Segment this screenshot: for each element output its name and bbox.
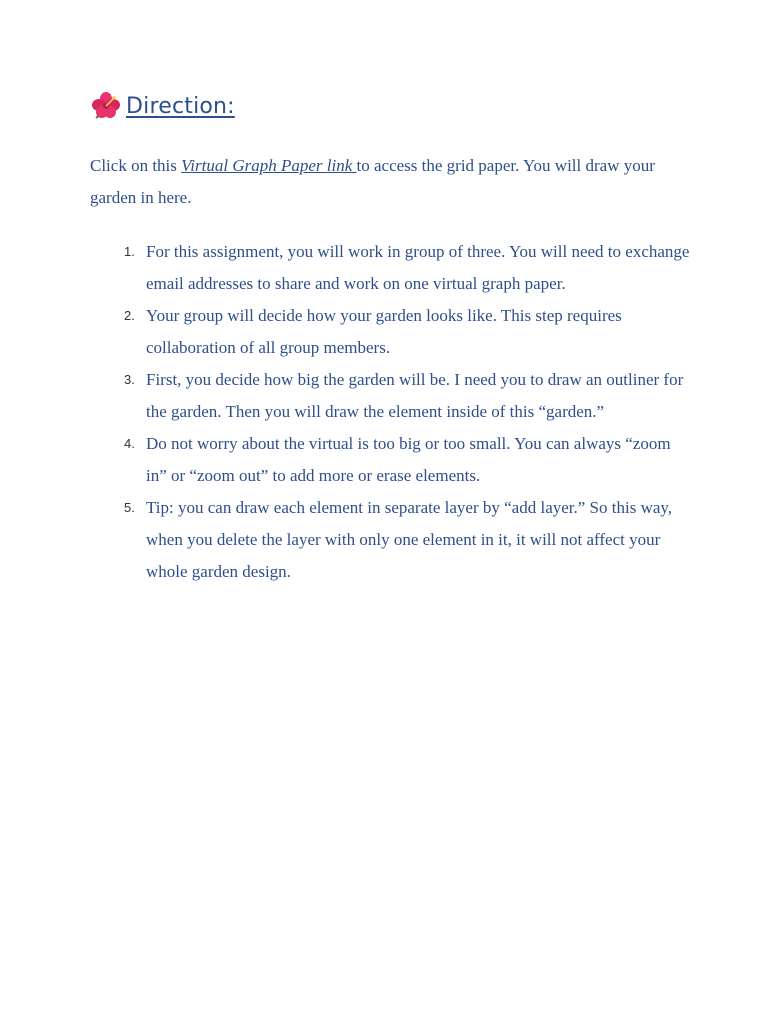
- list-item: [90, 428, 690, 492]
- intro-prefix: Click on this: [90, 156, 182, 175]
- list-item: [90, 492, 690, 588]
- step-text: Do not worry about the virtual is too big or too small. You can always “zoom in” or “zoom out” to add more or erase elements.: [146, 434, 671, 485]
- list-item: [90, 300, 690, 364]
- step-text: Tip: you can draw each element in separate layer by “add layer.” So this way, when you delete the layer with only one element in it, it will not affect your whole garden design.: [146, 498, 673, 581]
- heading-title: Direction:: [126, 93, 235, 119]
- steps-list: [90, 236, 690, 588]
- step-text: First, you decide how big the garden will be. I need you to draw an outliner for the garden. Then you will draw the element inside of this “garden.”: [146, 370, 684, 421]
- step-number: 4.: [124, 436, 135, 451]
- intro-suffix: to access the grid paper. You will draw your garden in here.: [90, 156, 655, 207]
- hibiscus-icon: [90, 90, 122, 122]
- intro-paragraph: [90, 150, 680, 214]
- step-number: 3.: [124, 372, 135, 387]
- list-item: [90, 364, 690, 428]
- step-number: 2.: [124, 308, 135, 323]
- virtual-graph-paper-link[interactable]: Virtual Graph Paper link: [181, 156, 357, 175]
- section-heading: [90, 90, 235, 122]
- step-text: For this assignment, you will work in group of three. You will need to exchange email addresses to share and work on one virtual graph paper.: [146, 242, 690, 293]
- step-number: 5.: [124, 500, 135, 515]
- step-text: Your group will decide how your garden looks like. This step requires collaboration of all group members.: [146, 306, 622, 357]
- step-number: 1.: [124, 244, 135, 259]
- list-item: [90, 236, 690, 300]
